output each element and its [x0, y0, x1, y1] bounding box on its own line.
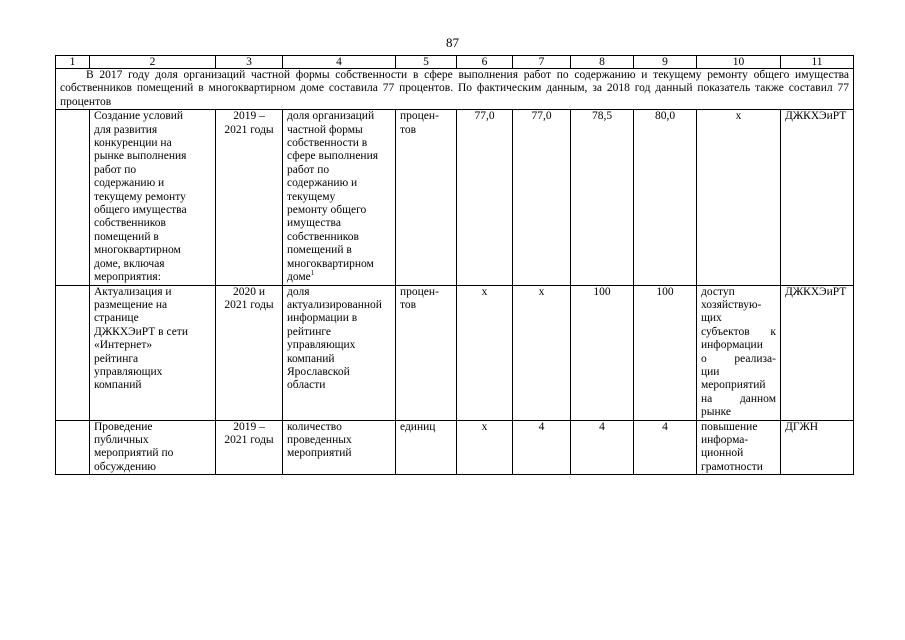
table-row [56, 285, 854, 420]
indicator-line: рейтинге [287, 325, 332, 338]
column-number: 11 [781, 56, 854, 69]
result-line: рынке [701, 406, 732, 419]
value-cell-v7 [513, 110, 571, 285]
period-line: 2020 и [232, 285, 266, 298]
indicator-line: мероприятий [287, 447, 352, 460]
unit-line: тов [400, 123, 417, 136]
value-cell-v9 [634, 285, 697, 420]
footnote-marker: 1 [310, 269, 315, 278]
measure-name-line: «Интернет» [94, 339, 153, 352]
value-cell-v7 [513, 285, 571, 420]
value-v6: 77,0 [474, 110, 495, 123]
unit-line: процен- [400, 110, 439, 123]
unit-line: процен- [400, 285, 439, 298]
executor-cell [781, 420, 854, 475]
unit-cell [396, 420, 457, 475]
executor-cell [781, 285, 854, 420]
result-line: о реализа- [701, 352, 776, 365]
value-v9: 80,0 [654, 110, 676, 123]
indicator-last-line [287, 271, 391, 284]
indicator-line: работ по [287, 163, 330, 176]
column-number: 3 [216, 56, 283, 69]
measure-name-line: размещение на [94, 298, 168, 311]
indicator-cell [283, 285, 396, 420]
value-v9: 4 [662, 420, 668, 433]
value-cell-v8 [571, 285, 634, 420]
value-v7: 77,0 [531, 110, 552, 123]
measure-name-line: компаний [94, 379, 142, 392]
measure-name-line: Актуализация и [94, 285, 172, 298]
indicator-line: ремонту общего [287, 204, 367, 217]
result-line: щих [701, 312, 722, 325]
indicator-line: собственников [287, 230, 359, 243]
result-line: на данном [701, 392, 776, 405]
measure-name-line: общего имущества [94, 204, 187, 217]
indicator-line: компаний [287, 352, 335, 365]
measure-name-line: ДЖКХЭиРТ в сети [94, 325, 188, 338]
indicator-line: доля [287, 285, 310, 298]
value-v7: 4 [538, 420, 545, 433]
indicator-line: доме [287, 271, 311, 284]
column-number: 6 [457, 56, 513, 69]
indicator-line: проведенных [287, 433, 352, 446]
column-number: 9 [634, 56, 697, 69]
value-v8: 4 [599, 420, 605, 433]
executor-name: ДЖКХЭиРТ [785, 285, 847, 298]
column-number: 8 [571, 56, 634, 69]
result-cell [697, 285, 781, 420]
measure-name-line: странице [94, 312, 139, 325]
column-number: 5 [396, 56, 457, 69]
unit-line: единиц [400, 420, 436, 433]
indicator-line: доля организаций [287, 110, 375, 123]
indicator-line: содержанию и [287, 177, 358, 190]
measure-name-line: доме, включая [94, 257, 165, 270]
value-v7: х [538, 285, 545, 298]
result-line: х [735, 110, 742, 123]
intro-row [56, 69, 854, 110]
executor-name: ДЖКХЭиРТ [785, 110, 847, 123]
measure-name-line: работ по [94, 163, 137, 176]
executor-cell [781, 110, 854, 285]
period-line: 2021 годы [224, 123, 274, 136]
indicator-line: имущества [287, 217, 341, 230]
column-number: 2 [90, 56, 216, 69]
column-number: 7 [513, 56, 571, 69]
measure-name-line: рынке выполнения [94, 150, 187, 163]
period-line: 2019 – [233, 420, 265, 433]
result-line: ции [701, 365, 720, 378]
column-number-row [56, 56, 854, 69]
table-row [56, 110, 854, 285]
measure-name-line: многоквартирном [94, 244, 181, 257]
indicator-line: актуализированной [287, 298, 382, 311]
indicator-line: многоквартирном [287, 257, 374, 270]
measures-table [55, 55, 854, 475]
indicator-line: управляющих [287, 339, 356, 352]
column-number: 4 [283, 56, 396, 69]
page-number: 87 [446, 35, 459, 50]
measure-name-line: содержанию и [94, 177, 165, 190]
unit-cell [396, 285, 457, 420]
value-v8: 100 [593, 285, 611, 298]
period-cell [216, 420, 283, 475]
indicator-line: собственности в [287, 137, 368, 150]
unit-line: тов [400, 298, 417, 311]
indicator-line: текущему [287, 190, 336, 203]
result-cell [697, 110, 781, 285]
result-cell [697, 420, 781, 475]
row-number-cell [56, 110, 90, 285]
value-v6: х [481, 285, 488, 298]
measure-name-line: управляющих [94, 365, 163, 378]
measure-name-line: текущему ремонту [94, 190, 186, 203]
measure-name-line: помещений в [94, 230, 159, 243]
result-line: информа- [701, 433, 749, 446]
period-line: 2019 – [233, 110, 265, 123]
value-cell-v9 [634, 110, 697, 285]
indicator-line: помещений в [287, 244, 352, 257]
result-line: повышение [701, 420, 758, 433]
value-v6: х [481, 420, 488, 433]
result-line: грамотности [701, 460, 763, 473]
indicator-line: количество [287, 420, 342, 433]
result-line: мероприятий [701, 379, 766, 392]
result-line: информации [701, 339, 763, 352]
executor-name: ДГЖН [785, 420, 819, 433]
result-line: хозяйствую- [701, 298, 762, 311]
result-line: субъектов к [701, 325, 776, 338]
indicator-line: области [287, 379, 326, 392]
table-row [56, 420, 854, 475]
indicator-line: информации в [287, 312, 358, 325]
indicator-cell [283, 420, 396, 475]
measure-name-line: Создание условий [94, 110, 184, 123]
measure-name-line: публичных [94, 433, 149, 446]
measure-name-line: мероприятия: [94, 271, 161, 284]
value-cell-v6 [457, 420, 513, 475]
period-line: 2021 годы [224, 298, 274, 311]
row-number-cell [56, 420, 90, 475]
row-number-cell [56, 285, 90, 420]
intro-text: В 2017 году доля организаций частной формы собственности в сфере выполнения работ по содержанию и текущему ремонту общего имущества собственников помещений в многоквартирном доме составила 77 процентов. По фактическим данным, за 2018 год данный показатель также составил 77 процентов [56, 69, 854, 110]
measure-name-line: мероприятий по [94, 447, 174, 460]
column-number: 1 [56, 56, 90, 69]
measure-name-line: конкуренции на [94, 137, 172, 150]
period-cell [216, 110, 283, 285]
value-cell-v9 [634, 420, 697, 475]
value-cell-v7 [513, 420, 571, 475]
indicator-line: частной формы [287, 123, 363, 136]
measure-name-line: для развития [94, 123, 158, 136]
value-cell-v6 [457, 110, 513, 285]
measure-name-cell [90, 285, 216, 420]
measure-name-cell [90, 420, 216, 475]
result-line: ционной [701, 447, 744, 460]
measure-name-cell [90, 110, 216, 285]
indicator-line: сфере выполнения [287, 150, 379, 163]
indicator-line: Ярославской [287, 365, 350, 378]
value-v9: 100 [656, 285, 674, 298]
period-cell [216, 285, 283, 420]
measure-name-line: Проведение [94, 420, 153, 433]
measure-name-line: собственников [94, 217, 166, 230]
column-number: 10 [697, 56, 781, 69]
measure-name-line: рейтинга [94, 352, 139, 365]
period-line: 2021 годы [224, 433, 274, 446]
measure-name-line: обсуждению [94, 460, 156, 473]
value-cell-v6 [457, 285, 513, 420]
value-v8: 78,5 [591, 110, 613, 123]
indicator-cell [283, 110, 396, 285]
value-cell-v8 [571, 420, 634, 475]
result-line: доступ [701, 285, 735, 298]
unit-cell [396, 110, 457, 285]
value-cell-v8 [571, 110, 634, 285]
